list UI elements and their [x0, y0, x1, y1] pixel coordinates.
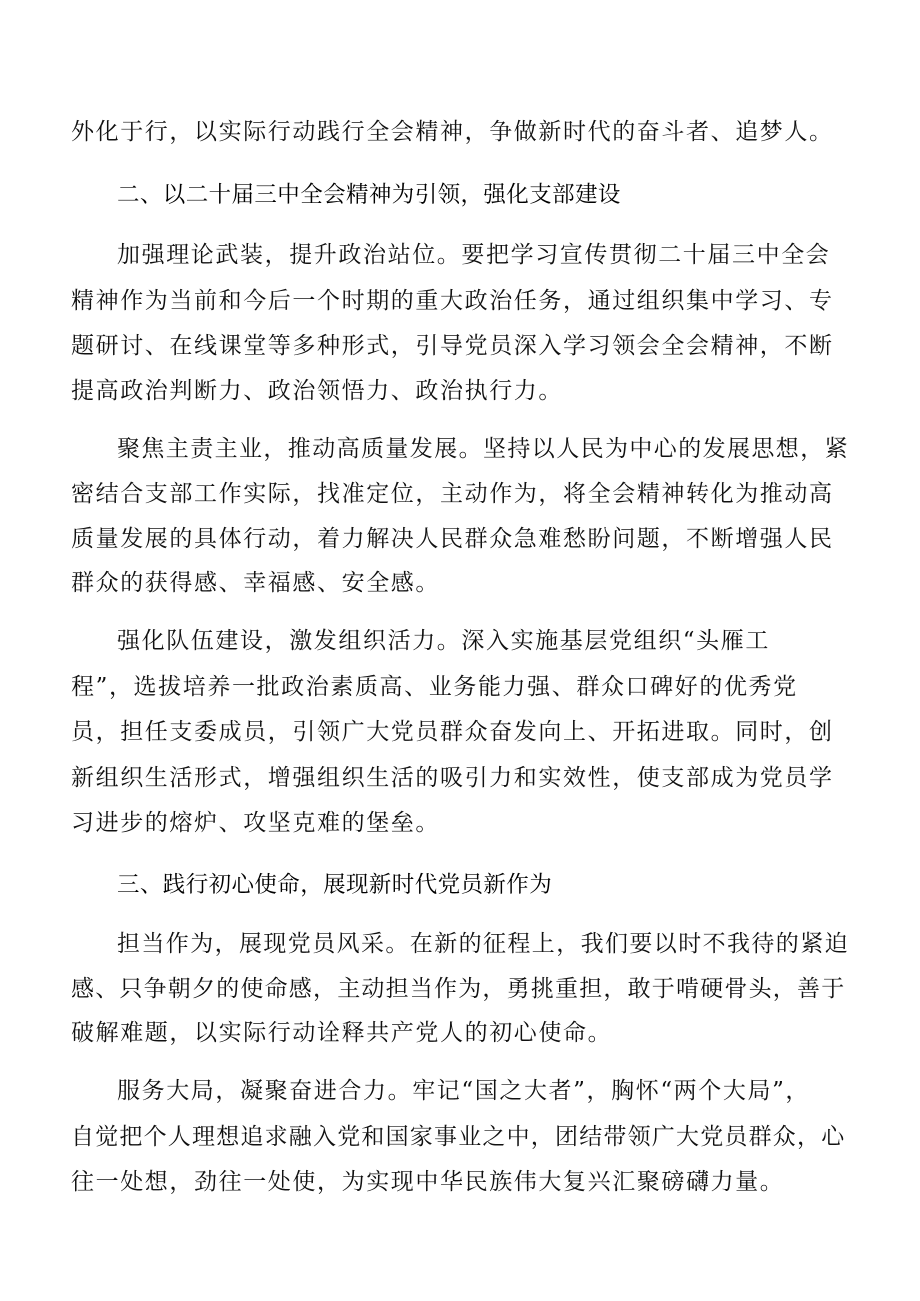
- paragraph-line: 服务大局，凝聚奋进合力。牢记“国之大者”，胸怀“两个大局”，: [117, 1078, 811, 1104]
- section-heading-3: 三、践行初心使命，展现新时代党员新作为: [117, 872, 553, 898]
- paragraph-line: 密结合支部工作实际，找准定位，主动作为，将全会精神转化为推动高: [71, 481, 834, 507]
- paragraph-line: 提高政治判断力、政治领悟力、政治执行力。: [71, 378, 563, 404]
- paragraph-line: 强化队伍建设，激发组织活力。深入实施基层党组织“头雁工: [117, 628, 770, 654]
- paragraph-line: 担当作为，展现党员风采。在新的征程上，我们要以时不我待的紧迫: [117, 931, 849, 957]
- paragraph-line: 加强理论武装，提升政治站位。要把学习宣传贯彻二十届三中全会: [117, 242, 831, 268]
- paragraph-line: 群众的获得感、幸福感、安全感。: [71, 570, 440, 596]
- paragraph-line: 题研讨、在线课堂等多种形式，引导党员深入学习领会全会精神，不断: [71, 333, 834, 359]
- intro-tail-line: 外化于行，以实际行动践行全会精神，争做新时代的奋斗者、追梦人。: [71, 119, 834, 145]
- paragraph-line: 破解难题，以实际行动诠释共产党人的初心使命。: [71, 1020, 613, 1046]
- paragraph-line: 感、只争朝夕的使命感，主动担当作为，勇挑重担，敢于啃硬骨头，善于: [71, 976, 846, 1002]
- paragraph-line: 精神作为当前和今后一个时期的重大政治任务，通过组织集中学习、专: [71, 288, 834, 314]
- section-heading-2: 二、以二十届三中全会精神为引领，强化支部建设: [117, 182, 621, 208]
- paragraph-line: 新组织生活形式，增强组织生活的吸引力和实效性，使支部成为党员学: [71, 765, 834, 791]
- paragraph-line: 习进步的熔炉、攻坚克难的堡垒。: [71, 810, 440, 836]
- paragraph-line: 聚焦主责主业，推动高质量发展。坚持以人民为中心的发展思想，紧: [117, 436, 849, 462]
- paragraph-line: 员，担任支委成员，引领广大党员群众奋发向上、开拓进取。同时，创: [71, 719, 834, 745]
- paragraph-line: 程”，选拔培养一批政治素质高、业务能力强、群众口碑好的优秀党: [71, 674, 798, 700]
- paragraph-line: 自觉把个人理想追求融入党和国家事业之中，团结带领广大党员群众，心: [71, 1124, 846, 1150]
- paragraph-line: 往一处想，劲往一处使，为实现中华民族伟大复兴汇聚磅礴力量。: [71, 1169, 785, 1195]
- paragraph-line: 质量发展的具体行动，着力解决人民群众急难愁盼问题，不断增强人民: [71, 526, 834, 552]
